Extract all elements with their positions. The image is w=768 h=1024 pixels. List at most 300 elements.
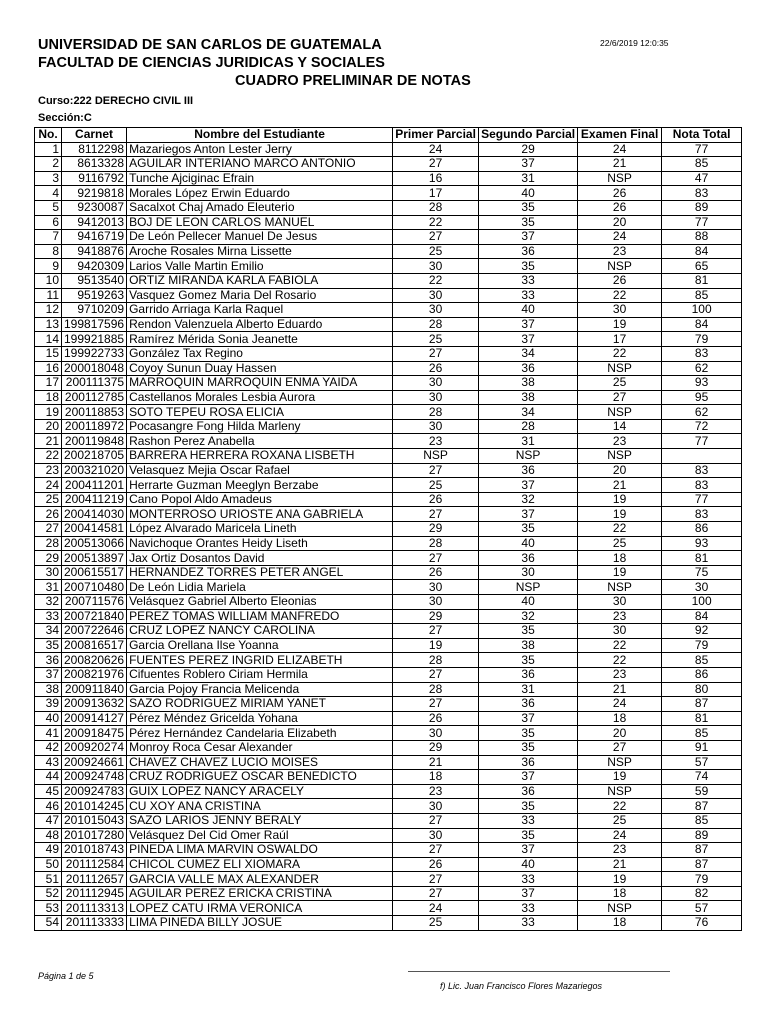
cell-primer-parcial: 28 bbox=[393, 317, 479, 332]
cell-nombre: Pérez Méndez Gricelda Yohana bbox=[127, 711, 393, 726]
cell-primer-parcial: 26 bbox=[393, 492, 479, 507]
cell-no: 24 bbox=[35, 478, 62, 493]
table-row bbox=[35, 259, 742, 274]
cell-no: 44 bbox=[35, 770, 62, 785]
cell-nombre: Navichoque Orantes Heidy Liseth bbox=[127, 536, 393, 551]
cell-nota-total: 57 bbox=[662, 755, 742, 770]
cell-nombre: MARROQUIN MARROQUIN ENMA YAIDA bbox=[127, 376, 393, 391]
table-row bbox=[35, 828, 742, 843]
cell-primer-parcial: 28 bbox=[393, 200, 479, 215]
cell-nota-total: 79 bbox=[662, 332, 742, 347]
cell-nota-total: 87 bbox=[662, 799, 742, 814]
table-row bbox=[35, 346, 742, 361]
cell-nota-total: 85 bbox=[662, 157, 742, 172]
table-row bbox=[35, 215, 742, 230]
cell-nombre: Mazariegos Anton Lester Jerry bbox=[127, 142, 393, 157]
cell-primer-parcial: 28 bbox=[393, 536, 479, 551]
cell-no: 2 bbox=[35, 157, 62, 172]
cell-no: 18 bbox=[35, 390, 62, 405]
table-row bbox=[35, 463, 742, 478]
cell-primer-parcial: 30 bbox=[393, 259, 479, 274]
cell-examen-final: 21 bbox=[578, 857, 662, 872]
cell-primer-parcial: 27 bbox=[393, 813, 479, 828]
cell-no: 1 bbox=[35, 142, 62, 157]
cell-segundo-parcial: 35 bbox=[479, 799, 578, 814]
cell-examen-final: NSP bbox=[578, 259, 662, 274]
cell-segundo-parcial: 34 bbox=[479, 346, 578, 361]
cell-examen-final: 26 bbox=[578, 186, 662, 201]
cell-examen-final: 22 bbox=[578, 288, 662, 303]
table-row bbox=[35, 419, 742, 434]
cell-examen-final: 18 bbox=[578, 551, 662, 566]
table-row bbox=[35, 332, 742, 347]
table-row bbox=[35, 624, 742, 639]
cell-examen-final: 19 bbox=[578, 770, 662, 785]
cell-primer-parcial: 22 bbox=[393, 215, 479, 230]
cell-segundo-parcial: 35 bbox=[479, 215, 578, 230]
cell-segundo-parcial: 37 bbox=[479, 507, 578, 522]
cell-carnet: 200414030 bbox=[62, 507, 127, 522]
cell-primer-parcial: 28 bbox=[393, 405, 479, 420]
cell-nombre: CHICOL CUMEZ ELI XIOMARA bbox=[127, 857, 393, 872]
course-label: Curso:222 DERECHO CIVIL III bbox=[38, 95, 194, 107]
cell-nota-total: 79 bbox=[662, 638, 742, 653]
faculty-name: FACULTAD DE CIENCIAS JURIDICAS Y SOCIALES bbox=[38, 55, 385, 71]
cell-nota-total: 87 bbox=[662, 843, 742, 858]
cell-carnet: 200513066 bbox=[62, 536, 127, 551]
cell-nota-total: 91 bbox=[662, 740, 742, 755]
cell-no: 33 bbox=[35, 609, 62, 624]
cell-segundo-parcial: 37 bbox=[479, 332, 578, 347]
cell-nombre: CRUZ LOPEZ NANCY CAROLINA bbox=[127, 624, 393, 639]
cell-examen-final: 27 bbox=[578, 390, 662, 405]
cell-no: 36 bbox=[35, 653, 62, 668]
cell-segundo-parcial: 40 bbox=[479, 595, 578, 610]
cell-nombre: FUENTES PEREZ INGRID ELIZABETH bbox=[127, 653, 393, 668]
cell-no: 30 bbox=[35, 565, 62, 580]
table-row bbox=[35, 740, 742, 755]
cell-segundo-parcial: 37 bbox=[479, 230, 578, 245]
table-row bbox=[35, 784, 742, 799]
cell-segundo-parcial: 33 bbox=[479, 872, 578, 887]
cell-nota-total: 47 bbox=[662, 171, 742, 186]
cell-segundo-parcial: 35 bbox=[479, 740, 578, 755]
cell-examen-final: 19 bbox=[578, 872, 662, 887]
cell-segundo-parcial: 36 bbox=[479, 755, 578, 770]
cell-nombre: Rashon Perez Anabella bbox=[127, 434, 393, 449]
cell-examen-final: 20 bbox=[578, 215, 662, 230]
cell-nota-total: 77 bbox=[662, 492, 742, 507]
cell-nombre: Garcia Pojoy Francia Melicenda bbox=[127, 682, 393, 697]
cell-nombre: HERNANDEZ TORRES PETER ANGEL bbox=[127, 565, 393, 580]
table-row bbox=[35, 492, 742, 507]
cell-segundo-parcial: 32 bbox=[479, 609, 578, 624]
cell-nombre: CHAVEZ CHAVEZ LUCIO MOISES bbox=[127, 755, 393, 770]
cell-nota-total: 82 bbox=[662, 886, 742, 901]
cell-carnet: 200721840 bbox=[62, 609, 127, 624]
cell-nombre: Cifuentes Roblero Ciriam Hermila bbox=[127, 667, 393, 682]
table-row bbox=[35, 682, 742, 697]
cell-primer-parcial: 25 bbox=[393, 478, 479, 493]
cell-primer-parcial: 23 bbox=[393, 784, 479, 799]
col-header-examen-final: Examen Final bbox=[578, 128, 662, 143]
cell-carnet: 201014245 bbox=[62, 799, 127, 814]
cell-nota-total: 81 bbox=[662, 551, 742, 566]
cell-nota-total: 83 bbox=[662, 478, 742, 493]
cell-nombre: Coyoy Sunun Duay Hassen bbox=[127, 361, 393, 376]
cell-no: 14 bbox=[35, 332, 62, 347]
cell-nota-total: 81 bbox=[662, 273, 742, 288]
cell-nota-total: 83 bbox=[662, 463, 742, 478]
cell-examen-final: 27 bbox=[578, 740, 662, 755]
cell-nota-total: 84 bbox=[662, 317, 742, 332]
cell-examen-final: 22 bbox=[578, 346, 662, 361]
cell-no: 40 bbox=[35, 711, 62, 726]
cell-nota-total: 86 bbox=[662, 522, 742, 537]
cell-nota-total: 80 bbox=[662, 682, 742, 697]
table-row bbox=[35, 244, 742, 259]
cell-nombre: Sacalxot Chaj Amado Eleuterio bbox=[127, 200, 393, 215]
cell-carnet: 200722646 bbox=[62, 624, 127, 639]
cell-carnet: 200914127 bbox=[62, 711, 127, 726]
cell-segundo-parcial: 35 bbox=[479, 200, 578, 215]
cell-segundo-parcial: 37 bbox=[479, 157, 578, 172]
cell-segundo-parcial: 38 bbox=[479, 376, 578, 391]
cell-segundo-parcial: 35 bbox=[479, 828, 578, 843]
cell-nombre: PINEDA LIMA MARVIN OSWALDO bbox=[127, 843, 393, 858]
cell-primer-parcial: 30 bbox=[393, 303, 479, 318]
table-row bbox=[35, 449, 742, 464]
cell-carnet: 200710480 bbox=[62, 580, 127, 595]
page-number: Página 1 de 5 bbox=[38, 971, 94, 981]
cell-examen-final: NSP bbox=[578, 449, 662, 464]
cell-primer-parcial: 24 bbox=[393, 142, 479, 157]
cell-carnet: 200111375 bbox=[62, 376, 127, 391]
grades-body bbox=[35, 142, 742, 930]
cell-segundo-parcial: 36 bbox=[479, 697, 578, 712]
cell-carnet: 9519263 bbox=[62, 288, 127, 303]
cell-primer-parcial: 29 bbox=[393, 522, 479, 537]
table-row bbox=[35, 522, 742, 537]
cell-primer-parcial: 28 bbox=[393, 653, 479, 668]
cell-segundo-parcial: 37 bbox=[479, 770, 578, 785]
cell-segundo-parcial: 37 bbox=[479, 886, 578, 901]
grades-table bbox=[34, 127, 742, 931]
cell-nombre: BOJ DE LEON CARLOS MANUEL bbox=[127, 215, 393, 230]
cell-no: 37 bbox=[35, 667, 62, 682]
table-row bbox=[35, 799, 742, 814]
cell-no: 47 bbox=[35, 813, 62, 828]
cell-no: 19 bbox=[35, 405, 62, 420]
cell-no: 52 bbox=[35, 886, 62, 901]
table-row bbox=[35, 697, 742, 712]
cell-no: 7 bbox=[35, 230, 62, 245]
table-row bbox=[35, 901, 742, 916]
cell-carnet: 200112785 bbox=[62, 390, 127, 405]
cell-nombre: Jax Ortiz Dosantos David bbox=[127, 551, 393, 566]
cell-nota-total: 93 bbox=[662, 376, 742, 391]
cell-nota-total: 76 bbox=[662, 916, 742, 931]
cell-carnet: 200918475 bbox=[62, 726, 127, 741]
cell-primer-parcial: 22 bbox=[393, 273, 479, 288]
cell-primer-parcial: 27 bbox=[393, 157, 479, 172]
cell-primer-parcial: 27 bbox=[393, 463, 479, 478]
table-row bbox=[35, 230, 742, 245]
cell-carnet: 9219818 bbox=[62, 186, 127, 201]
cell-primer-parcial: 27 bbox=[393, 346, 479, 361]
cell-nota-total: 83 bbox=[662, 346, 742, 361]
table-row bbox=[35, 872, 742, 887]
cell-nombre: CRUZ RODRIGUEZ OSCAR BENEDICTO bbox=[127, 770, 393, 785]
cell-carnet: 9513540 bbox=[62, 273, 127, 288]
cell-nombre: De León Lidia Mariela bbox=[127, 580, 393, 595]
cell-segundo-parcial: 36 bbox=[479, 244, 578, 259]
cell-examen-final: 24 bbox=[578, 697, 662, 712]
table-row bbox=[35, 916, 742, 931]
table-row bbox=[35, 886, 742, 901]
cell-segundo-parcial: 37 bbox=[479, 843, 578, 858]
cell-primer-parcial: 30 bbox=[393, 726, 479, 741]
cell-segundo-parcial: 40 bbox=[479, 303, 578, 318]
cell-no: 34 bbox=[35, 624, 62, 639]
cell-examen-final: 22 bbox=[578, 638, 662, 653]
table-row bbox=[35, 405, 742, 420]
cell-nota-total: 75 bbox=[662, 565, 742, 580]
cell-no: 50 bbox=[35, 857, 62, 872]
cell-primer-parcial: 23 bbox=[393, 434, 479, 449]
cell-primer-parcial: 27 bbox=[393, 667, 479, 682]
cell-no: 53 bbox=[35, 901, 62, 916]
cell-examen-final: 21 bbox=[578, 478, 662, 493]
cell-carnet: 200924783 bbox=[62, 784, 127, 799]
col-header-segundo-parcial: Segundo Parcial bbox=[479, 128, 578, 143]
cell-nombre: Garrido Arriaga Karla Raquel bbox=[127, 303, 393, 318]
cell-segundo-parcial: 37 bbox=[479, 478, 578, 493]
cell-nombre: MONTERROSO URIOSTE ANA GABRIELA bbox=[127, 507, 393, 522]
cell-nota-total: 89 bbox=[662, 200, 742, 215]
table-row bbox=[35, 857, 742, 872]
cell-nombre: De León Pellecer Manuel De Jesus bbox=[127, 230, 393, 245]
cell-examen-final: 26 bbox=[578, 200, 662, 215]
cell-no: 25 bbox=[35, 492, 62, 507]
cell-segundo-parcial: 35 bbox=[479, 624, 578, 639]
cell-nombre: GARCIA VALLE MAX ALEXANDER bbox=[127, 872, 393, 887]
cell-segundo-parcial: 38 bbox=[479, 390, 578, 405]
cell-examen-final: 23 bbox=[578, 843, 662, 858]
cell-nombre: LIMA PINEDA BILLY JOSUE bbox=[127, 916, 393, 931]
table-row bbox=[35, 551, 742, 566]
cell-nota-total: 72 bbox=[662, 419, 742, 434]
cell-carnet: 200711576 bbox=[62, 595, 127, 610]
table-row bbox=[35, 157, 742, 172]
cell-nombre: GUIX LOPEZ NANCY ARACELY bbox=[127, 784, 393, 799]
cell-segundo-parcial: 36 bbox=[479, 361, 578, 376]
cell-no: 29 bbox=[35, 551, 62, 566]
cell-no: 15 bbox=[35, 346, 62, 361]
section-label: Sección:C bbox=[38, 112, 92, 124]
table-row bbox=[35, 171, 742, 186]
cell-segundo-parcial: 36 bbox=[479, 551, 578, 566]
table-row bbox=[35, 507, 742, 522]
cell-segundo-parcial: 33 bbox=[479, 273, 578, 288]
table-row bbox=[35, 390, 742, 405]
cell-examen-final: 19 bbox=[578, 507, 662, 522]
cell-primer-parcial: 30 bbox=[393, 828, 479, 843]
cell-primer-parcial: 30 bbox=[393, 419, 479, 434]
cell-examen-final: 22 bbox=[578, 522, 662, 537]
cell-segundo-parcial: 35 bbox=[479, 726, 578, 741]
cell-carnet: 199921885 bbox=[62, 332, 127, 347]
timestamp: 22/6/2019 12:0:35 bbox=[600, 38, 669, 48]
cell-segundo-parcial: 28 bbox=[479, 419, 578, 434]
cell-carnet: 200913632 bbox=[62, 697, 127, 712]
cell-primer-parcial: 26 bbox=[393, 361, 479, 376]
cell-carnet: 9418876 bbox=[62, 244, 127, 259]
cell-nombre: LOPEZ CATU IRMA VERONICA bbox=[127, 901, 393, 916]
cell-primer-parcial: 18 bbox=[393, 770, 479, 785]
cell-nombre: Larios Valle Martin Emilio bbox=[127, 259, 393, 274]
cell-segundo-parcial: NSP bbox=[479, 580, 578, 595]
cell-primer-parcial: 26 bbox=[393, 711, 479, 726]
cell-nombre: Pocasangre Fong Hilda Marleny bbox=[127, 419, 393, 434]
signature-line bbox=[408, 971, 670, 972]
cell-no: 28 bbox=[35, 536, 62, 551]
cell-segundo-parcial: 40 bbox=[479, 186, 578, 201]
cell-nota-total: 65 bbox=[662, 259, 742, 274]
cell-no: 32 bbox=[35, 595, 62, 610]
cell-segundo-parcial: 33 bbox=[479, 916, 578, 931]
table-row bbox=[35, 726, 742, 741]
cell-no: 43 bbox=[35, 755, 62, 770]
cell-examen-final: 20 bbox=[578, 726, 662, 741]
cell-nota-total: 87 bbox=[662, 857, 742, 872]
cell-primer-parcial: 27 bbox=[393, 886, 479, 901]
cell-nota-total: 81 bbox=[662, 711, 742, 726]
cell-carnet: 200321020 bbox=[62, 463, 127, 478]
table-row bbox=[35, 595, 742, 610]
cell-carnet: 9412013 bbox=[62, 215, 127, 230]
cell-carnet: 200018048 bbox=[62, 361, 127, 376]
table-row bbox=[35, 288, 742, 303]
cell-segundo-parcial: 38 bbox=[479, 638, 578, 653]
cell-nombre: Velasquez Mejia Oscar Rafael bbox=[127, 463, 393, 478]
cell-no: 16 bbox=[35, 361, 62, 376]
cell-examen-final: 23 bbox=[578, 667, 662, 682]
cell-examen-final: 25 bbox=[578, 536, 662, 551]
cell-nombre: González Tax Regino bbox=[127, 346, 393, 361]
cell-nota-total: 93 bbox=[662, 536, 742, 551]
cell-primer-parcial: 17 bbox=[393, 186, 479, 201]
cell-nombre: SAZO RODRIGUEZ MIRIAM YANET bbox=[127, 697, 393, 712]
cell-nota-total: 83 bbox=[662, 186, 742, 201]
cell-nota-total: 100 bbox=[662, 595, 742, 610]
university-name: UNIVERSIDAD DE SAN CARLOS DE GUATEMALA bbox=[38, 37, 382, 53]
table-row bbox=[35, 536, 742, 551]
cell-segundo-parcial: 36 bbox=[479, 784, 578, 799]
cell-carnet: 200411219 bbox=[62, 492, 127, 507]
cell-no: 26 bbox=[35, 507, 62, 522]
cell-carnet: 200911840 bbox=[62, 682, 127, 697]
cell-nota-total: 95 bbox=[662, 390, 742, 405]
col-header-no: No. bbox=[35, 128, 62, 143]
cell-primer-parcial: 21 bbox=[393, 755, 479, 770]
cell-primer-parcial: 26 bbox=[393, 565, 479, 580]
cell-examen-final: 26 bbox=[578, 273, 662, 288]
table-row bbox=[35, 580, 742, 595]
cell-no: 39 bbox=[35, 697, 62, 712]
cell-nombre: ORTIZ MIRANDA KARLA FABIOLA bbox=[127, 273, 393, 288]
cell-nombre: Castellanos Morales Lesbia Aurora bbox=[127, 390, 393, 405]
table-row bbox=[35, 565, 742, 580]
cell-examen-final: 18 bbox=[578, 916, 662, 931]
table-row bbox=[35, 361, 742, 376]
cell-primer-parcial: 29 bbox=[393, 740, 479, 755]
cell-nota-total: 84 bbox=[662, 609, 742, 624]
table-row bbox=[35, 273, 742, 288]
cell-carnet: 201015043 bbox=[62, 813, 127, 828]
cell-examen-final: 22 bbox=[578, 799, 662, 814]
cell-primer-parcial: NSP bbox=[393, 449, 479, 464]
cell-carnet: 9710209 bbox=[62, 303, 127, 318]
cell-examen-final: 24 bbox=[578, 230, 662, 245]
table-row bbox=[35, 434, 742, 449]
cell-nota-total: 100 bbox=[662, 303, 742, 318]
cell-no: 17 bbox=[35, 376, 62, 391]
cell-no: 41 bbox=[35, 726, 62, 741]
cell-examen-final: 21 bbox=[578, 682, 662, 697]
cell-carnet: 201112657 bbox=[62, 872, 127, 887]
cell-no: 27 bbox=[35, 522, 62, 537]
cell-no: 21 bbox=[35, 434, 62, 449]
cell-segundo-parcial: 31 bbox=[479, 434, 578, 449]
cell-segundo-parcial: 29 bbox=[479, 142, 578, 157]
cell-nombre: Tunche Ajciginac Efrain bbox=[127, 171, 393, 186]
cell-carnet: 200119848 bbox=[62, 434, 127, 449]
cell-primer-parcial: 30 bbox=[393, 580, 479, 595]
cell-no: 22 bbox=[35, 449, 62, 464]
col-header-nombre: Nombre del Estudiante bbox=[127, 128, 393, 143]
cell-examen-final: 18 bbox=[578, 886, 662, 901]
cell-examen-final: 23 bbox=[578, 434, 662, 449]
cell-nombre: SOTO TEPEU ROSA ELICIA bbox=[127, 405, 393, 420]
col-header-nota-total: Nota Total bbox=[662, 128, 742, 143]
cell-nota-total: 86 bbox=[662, 667, 742, 682]
cell-nombre: Velásquez Gabriel Alberto Eleonias bbox=[127, 595, 393, 610]
cell-examen-final: 25 bbox=[578, 813, 662, 828]
cell-nombre: AGUILAR PEREZ ERICKA CRISTINA bbox=[127, 886, 393, 901]
cell-nombre: Velásquez Del Cid Omer Raúl bbox=[127, 828, 393, 843]
cell-carnet: 200118972 bbox=[62, 419, 127, 434]
cell-no: 35 bbox=[35, 638, 62, 653]
cell-nota-total: 87 bbox=[662, 697, 742, 712]
cell-segundo-parcial: 40 bbox=[479, 536, 578, 551]
cell-carnet: 200924748 bbox=[62, 770, 127, 785]
cell-nombre: Rendon Valenzuela Alberto Eduardo bbox=[127, 317, 393, 332]
cell-nota-total: 62 bbox=[662, 361, 742, 376]
cell-carnet: 201113313 bbox=[62, 901, 127, 916]
cell-nota-total bbox=[662, 449, 742, 464]
cell-examen-final: 19 bbox=[578, 565, 662, 580]
cell-primer-parcial: 27 bbox=[393, 872, 479, 887]
signature-name: f) Lic. Juan Francisco Flores Mazariegos bbox=[440, 981, 603, 991]
cell-primer-parcial: 25 bbox=[393, 332, 479, 347]
cell-carnet: 200924661 bbox=[62, 755, 127, 770]
cell-primer-parcial: 28 bbox=[393, 682, 479, 697]
cell-examen-final: NSP bbox=[578, 784, 662, 799]
table-row bbox=[35, 376, 742, 391]
cell-no: 11 bbox=[35, 288, 62, 303]
cell-no: 23 bbox=[35, 463, 62, 478]
